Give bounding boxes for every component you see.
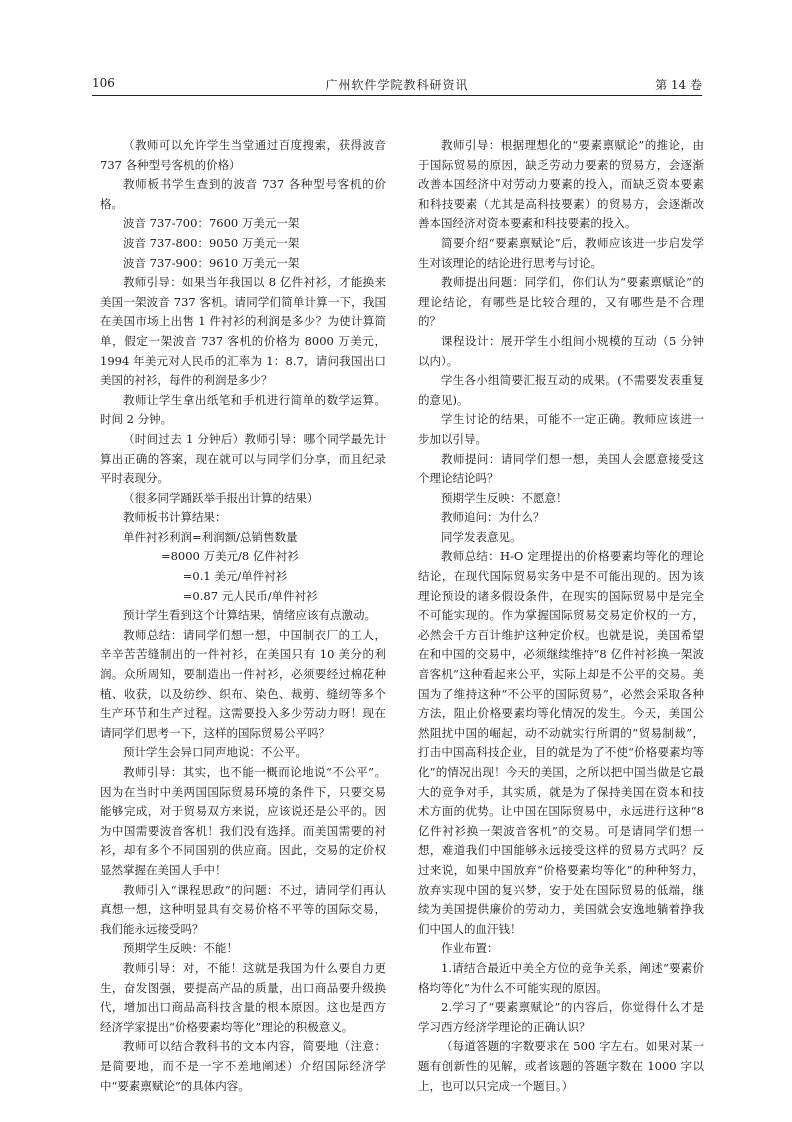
paragraph: 教师引导：对，不能！这就是我国为什么要自力更生，奋发图强，要提高产品的质量，出口商品要升级换代，增加出口商品高科技含量的根本原因。这也是西方经济学家提出“价格要素均等化”理论的积极意义。: [100, 960, 386, 1034]
homework-note: （每道答题的字数要求在 500 字左右。如果对某一题有创新性的见解，或者该题的答题字数在 1000 字以上，也可以只完成一个题目。）: [418, 1039, 704, 1093]
paragraph: 波音 737-900：9610 万美元一架: [123, 255, 300, 270]
paragraph: 教师让学生拿出纸笔和手机进行简单的数学运算。时间 2 分钟。: [100, 392, 386, 427]
paragraph: 预期学生反映：不能！: [123, 941, 238, 956]
volume-label: 第 14 卷: [655, 78, 702, 92]
paragraph: 教师引导：如果当年我国以 8 亿件衬衫，才能换来美国一架波音 737 客机。请同学们简单计算一下，我国在美国市场上出售 1 件衬衫的利润是多少？为使计算简单，假定一架波音 737 客机的价格为 8000 万美元，1994 年美元对人民币的汇率为 1：8.7，请问我国出口美国的衬衫，每件的利润是多少？: [100, 275, 386, 388]
formula-line: 单件衬衫利润=利润额/总销售数量: [123, 529, 298, 544]
paragraph: 预计学生会异口同声地说：不公平。: [123, 745, 307, 760]
paragraph: （教师可以允许学生当堂通过百度搜索，获得波音 737 各种型号客机的价格）: [100, 138, 386, 172]
paragraph: 教师引导：根据理想化的“要素禀赋论”的推论，由于国际贸易的原因，缺乏劳动力要素的贸易方，会逐渐改善本国经济中对劳动力要素的投入，而缺乏资本要素和科技要素（尤其是高科技要素）的贸易方，会逐渐改善本国经济对资本要素和科技要素的投入。: [418, 138, 704, 231]
paragraph: 同学发表意见。: [441, 529, 522, 544]
paragraph: 学生各小组简要汇报互动的成果。(不需要发表重复的意见)。: [418, 373, 704, 407]
journal-title: 广州软件学院教科研资讯: [325, 78, 469, 92]
formula-line: =0.87 元人民币/单件衬衫: [182, 588, 318, 603]
homework-heading: 作业布置：: [441, 941, 499, 956]
formula-line: =8000 万美元/8 亿件衬衫: [160, 549, 299, 564]
paragraph: 教师提出问题：同学们，你们认为“要素禀赋论”的理论结论，有哪些是比较合理的，又有哪些是不合理的？: [418, 275, 704, 329]
paragraph: 简要介绍“要素禀赋论”后，教师应该进一步启发学生对该理论的结论进行思考与讨论。: [418, 235, 704, 270]
homework-item: 2.学习了“要素禀赋论”的内容后，你觉得什么才是学习西方经济学理论的正确认识？: [418, 1000, 704, 1034]
paragraph: 学生讨论的结果，可能不一定正确。教师应该进一步加以引导。: [418, 412, 704, 446]
paragraph: 教师总结：H-O 定理提出的价格要素均等化的理论结论，在现代国际贸易实务中是不可能出现的。因为该理论预设的诸多假设条件，在现实的国际贸易中是完全不可能实现的。作为掌握国际贸易交易定价权的一方，必然会千方百计维护这种定价权。也就是说，美国希望在和中国的交易中，必须继续维持“8 亿件衬衫换一架波音客机”这种看起来公平，实际上却是不公平的交易。美国为了维持这种“不公平的国际贸易”，必然会采取各种方法，阻止价格要素均等化情况的发生。今天，美国公然阻扰中国的崛起，动不动就实行所谓的“贸易制裁”，打击中国高科技企业，目的就是为了不使“价格要素均等化”的情况出现！今天的美国，之所以把中国当做是它最大的竞争对手，其实质，就是为了保持美国在资本和技术方面的优势。让中国在国际贸易中，永远进行这种“8 亿件衬衫换一架波音客机”的交易。可是请同学们想一想，难道我们中国能够永远接受这样的贸易方式吗？反过来说，如果中国放弃“价格要素均等化”的种种努力，放弃实现中国的复兴梦，安于处在国际贸易的低端，继续为美国提供廉价的劳动力，美国就会安逸地躺着挣我们中国人的血汗钱！: [418, 549, 704, 936]
paragraph: （时间过去 1 分钟后）教师引导：哪个同学最先计算出正确的答案，现在就可以与同学们分享，而且纪录平时表现分。: [100, 431, 386, 486]
paragraph: 波音 737-800：9050 万美元一架: [123, 235, 300, 250]
paragraph: 预计学生看到这个计算结果，情绪应该有点激动。: [123, 608, 376, 623]
paragraph: 教师追问：为什么？: [441, 510, 545, 525]
running-header: [92, 76, 702, 94]
paragraph: 教师可以结合教科书的文本内容，简要地（注意：是简要地，而不是一字不差地阐述）介绍国际经济学中“要素禀赋论”的具体内容。: [100, 1039, 386, 1093]
right-column: [418, 136, 704, 1096]
paragraph: （很多同学踊跃举手报出计算的结果）: [123, 490, 319, 505]
paragraph: 教师板书计算结果：: [123, 510, 227, 525]
formula-line: =0.1 美元/单件衬衫: [182, 569, 288, 584]
paragraph: 教师引入“课程思政”的问题：不过，请同学们再认真想一想，这种明显具有交易价格不平等的国际交易，我们能永远接受吗？: [100, 882, 386, 936]
paragraph: 教师总结：请同学们想一想，中国制衣厂的工人，辛辛苦苦缝制出的一件衬衫，在美国只有 10 美分的利润。众所周知，要制造出一件衬衫，必须要经过棉花种植、收获，以及纺纱、织布、染色、裁剪、缝纫等多个生产环节和生产过程。这需要投入多少劳动力呀！现在请同学们思考一下，这样的国际贸易公平吗？: [100, 627, 386, 740]
paragraph: 预期学生反映：不愿意！: [441, 490, 568, 505]
paragraph: 教师引导：其实，也不能一概而论地说“不公平”。因为在当时中美两国国际贸易环境的条件下，只要交易能够完成，对于贸易双方来说，应该说还是公平的。因为中国需要波音客机！我们没有选择。而美国需要的衬衫，却有多个不同国别的供应商。因此，交易的定价权显然掌握在美国人手中！: [100, 765, 386, 877]
left-column: [100, 136, 386, 1096]
page-number: 106: [92, 76, 115, 90]
paragraph: 教师提问：请同学们想一想，美国人会愿意接受这个理论结论吗？: [418, 451, 704, 486]
paragraph: 波音 737-700：7600 万美元一架: [123, 216, 300, 231]
homework-item: 1.请结合最近中美全方位的竞争关系，阐述“要素价格均等化”为什么不可能实现的原因。: [418, 960, 704, 995]
paragraph: 课程设计：展开学生小组间小规模的互动（5 分钟以内）。: [418, 333, 704, 368]
header-rule: [92, 95, 702, 96]
paragraph: 教师板书学生查到的波音 737 各种型号客机的价格。: [100, 177, 386, 211]
